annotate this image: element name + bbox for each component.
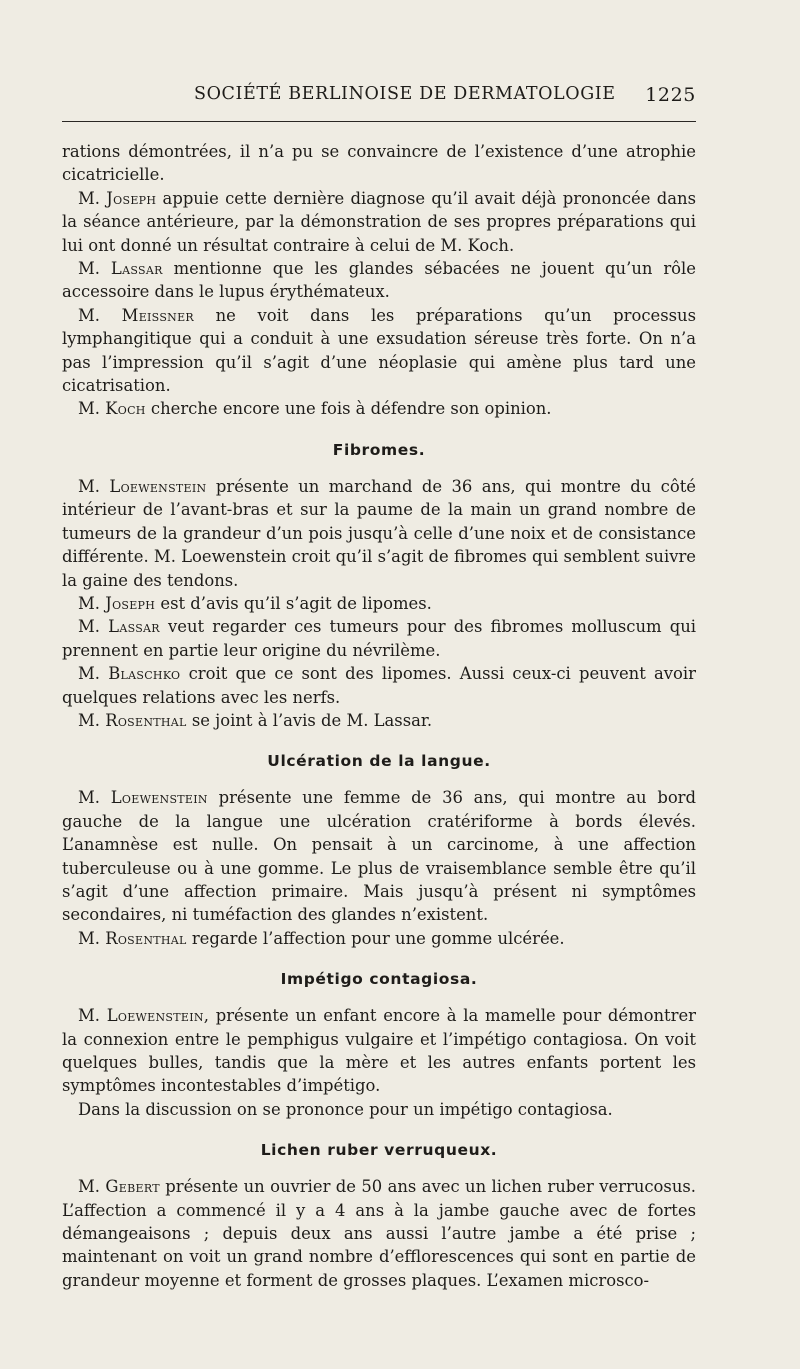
paragraph: M. Rosenthal se joint à l’avis de M. Lassar. bbox=[78, 710, 433, 730]
paragraph-text: rations démontrées, il n’a pu se convaincre de l’existence d’une atrophie cicatricielle. bbox=[62, 142, 696, 185]
paragraph-text: se joint à l’avis de M. Lassar. bbox=[186, 710, 433, 730]
paragraph: M. Lassar veut regarder ces tumeurs pour des fibromes molluscum qui prennent en partie leur origine du névrilème. bbox=[62, 617, 697, 660]
paragraph: M. Meissner ne voit dans les préparations qu’un processus lymphangitique qui a conduit à une exsudation séreuse très forte. On n’a pas l’impression qu’il s’agit d’une néoplasie qui amène plus tard une cicatrisation. bbox=[62, 305, 696, 396]
speaker-name: Lassar bbox=[110, 259, 163, 279]
paragraph-text: présente un ouvrier de 50 ans avec un lichen ruber verrucosus. L’affection a commencé il y a 4 ans à la jambe gauche avec de fortes démangeaisons ; depuis deux ans aussi l’autre jambe a été prise ; maintenant on voit un grand nombre d’efflorescences qui sont en partie de grandeur moyenne et forment de grosses plaques. L’examen microsco- bbox=[62, 1177, 697, 1290]
paragraph: M. Loewenstein présente un marchand de 36 ans, qui montre du côté intérieur de l’avant-bras et sur la paume de la main un grand nombre de tumeurs de la grandeur d’un pois jusqu’à celle d’une noix et de consistance différente. M. Loewenstein croit qu’il s’agit de fibromes qui semblent suivre la gaine des tendons. bbox=[62, 476, 696, 590]
paragraph: M. Blaschko croit que ce sont des lipomes. Aussi ceux-ci peuvent avoir quelques relations avec les nerfs. bbox=[62, 664, 696, 707]
paragraph-text: , présente un enfant encore à la mamelle pour démontrer la connexion entre le pemphigus vulgaire et l’impétigo contagiosa. On voit quelques bulles, tandis que la mère et les autres enfants portent les symptômes incontestables d’impétigo. bbox=[62, 1006, 697, 1096]
paragraph: M. Koch cherche encore une fois à défendre son opinion. bbox=[78, 399, 552, 419]
section-heading: Ulcération de la langue. bbox=[267, 752, 491, 771]
speaker-name: Blaschko bbox=[108, 664, 181, 684]
paragraph: M. Rosenthal regarde l’affection pour une gomme ulcérée. bbox=[78, 928, 565, 948]
paragraph bbox=[62, 1098, 696, 1121]
speaker-name: Joseph bbox=[105, 593, 156, 613]
speaker-name: Loewenstein bbox=[106, 1006, 204, 1026]
speaker-name: Gebert bbox=[105, 1177, 160, 1197]
speaker-name: Loewenstein bbox=[110, 788, 208, 808]
page-number: 1225 bbox=[645, 84, 696, 106]
speaker-name: Rosenthal bbox=[105, 710, 187, 730]
speaker-name: Meissner bbox=[121, 305, 194, 325]
section-heading: Lichen ruber verruqueux. bbox=[260, 1141, 498, 1160]
paragraph: M. Loewenstein présente une femme de 36 ans, qui montre au bord gauche de la langue une ulcération cratériforme à bords élevés. L’anamnèse est nulle. On pensait à un carcinome, à une affection tuberculeuse ou à une gomme. Le plus de vraisemblance semble être qu’il s’agit d’une affection primaire. Mais jusqu’à présent ni symptômes secondaires, ni tuméfaction des glandes n’existent. bbox=[62, 788, 697, 925]
speaker-name: Rosenthal bbox=[105, 928, 187, 948]
paragraph-text: croit que ce sont des lipomes. Aussi ceux-ci peuvent avoir quelques relations avec les nerfs. bbox=[62, 664, 696, 707]
paragraph-text: veut regarder ces tumeurs pour des fibromes molluscum qui prennent en partie leur origine du névrilème. bbox=[62, 617, 697, 660]
paragraph bbox=[62, 140, 696, 187]
section-heading: Fibromes. bbox=[332, 440, 426, 459]
paragraph: M. Loewenstein, présente un enfant encore à la mamelle pour démontrer la connexion entre le pemphigus vulgaire et l’impétigo contagiosa. On voit quelques bulles, tandis que la mère et les autres enfants portent les symptômes incontestables d’impétigo. bbox=[62, 1006, 697, 1096]
speaker-name: Lassar bbox=[108, 617, 160, 637]
paragraph-text: ne voit dans les préparations qu’un processus lymphangitique qui a conduit à une exsudation séreuse très forte. On n’a pas l’impression qu’il s’agit d’une néoplasie qui amène plus tard une cicatrisation. bbox=[62, 305, 696, 396]
speaker-name: Loewenstein bbox=[109, 476, 207, 496]
speaker-name: Koch bbox=[105, 399, 146, 419]
paragraph-text: Dans la discussion on se prononce pour un impétigo contagiosa. bbox=[78, 1099, 613, 1119]
paragraph-text: mentionne que les glandes sébacées ne jouent qu’un rôle accessoire dans le lupus érythémateux. bbox=[62, 259, 696, 302]
body-text bbox=[62, 140, 696, 1292]
speaker-name: Joseph bbox=[106, 188, 157, 208]
paragraph-text: présente une femme de 36 ans, qui montre au bord gauche de la langue une ulcération cratériforme à bords élevés. L’anamnèse est nulle. On pensait à un carcinome, à une affection tuberculeuse ou à une gomme. Le plus de vraisemblance semble être qu’il s’agit d’une affection primaire. Mais jusqu’à présent ni symptômes secondaires, ni tuméfaction des glandes n’existent. bbox=[62, 788, 697, 925]
section-heading: Impétigo contagiosa. bbox=[280, 970, 478, 989]
header-rule bbox=[62, 121, 696, 122]
paragraph-text: présente un marchand de 36 ans, qui montre du côté intérieur de l’avant-bras et sur la paume de la main un grand nombre de tumeurs de la grandeur d’un pois jusqu’à celle d’une noix et de consistance différente. M. Loewenstein croit qu’il s’agit de fibromes qui semblent suivre la gaine des tendons. bbox=[62, 476, 696, 590]
paragraph: M. Joseph appuie cette dernière diagnose qu’il avait déjà prononcée dans la séance antérieure, par la démonstration de ses propres préparations qui lui ont donné un résultat contraire à celui de M. Koch. bbox=[62, 188, 696, 255]
paragraph: M. Gebert présente un ouvrier de 50 ans avec un lichen ruber verrucosus. L’affection a commencé il y a 4 ans à la jambe gauche avec de fortes démangeaisons ; depuis deux ans aussi l’autre jambe a été prise ; maintenant on voit un grand nombre d’efflorescences qui sont en partie de grandeur moyenne et forment de grosses plaques. L’examen microsco- bbox=[62, 1177, 697, 1290]
paragraph-text: appuie cette dernière diagnose qu’il avait déjà prononcée dans la séance antérieure, par la démonstration de ses propres préparations qui lui ont donné un résultat contraire à celui de M. Koch. bbox=[62, 188, 696, 255]
paragraph-text: est d’avis qu’il s’agit de lipomes. bbox=[155, 593, 432, 613]
paragraph: M. Joseph est d’avis qu’il s’agit de lipomes. bbox=[78, 593, 432, 613]
paragraph: M. Lassar mentionne que les glandes sébacées ne jouent qu’un rôle accessoire dans le lupus érythémateux. bbox=[62, 259, 696, 302]
paragraph-text: cherche encore une fois à défendre son opinion. bbox=[145, 399, 552, 419]
paragraph-text: regarde l’affection pour une gomme ulcérée. bbox=[186, 928, 565, 948]
running-head-title: SOCIÉTÉ BERLINOISE DE DERMATOLOGIE bbox=[194, 84, 616, 104]
